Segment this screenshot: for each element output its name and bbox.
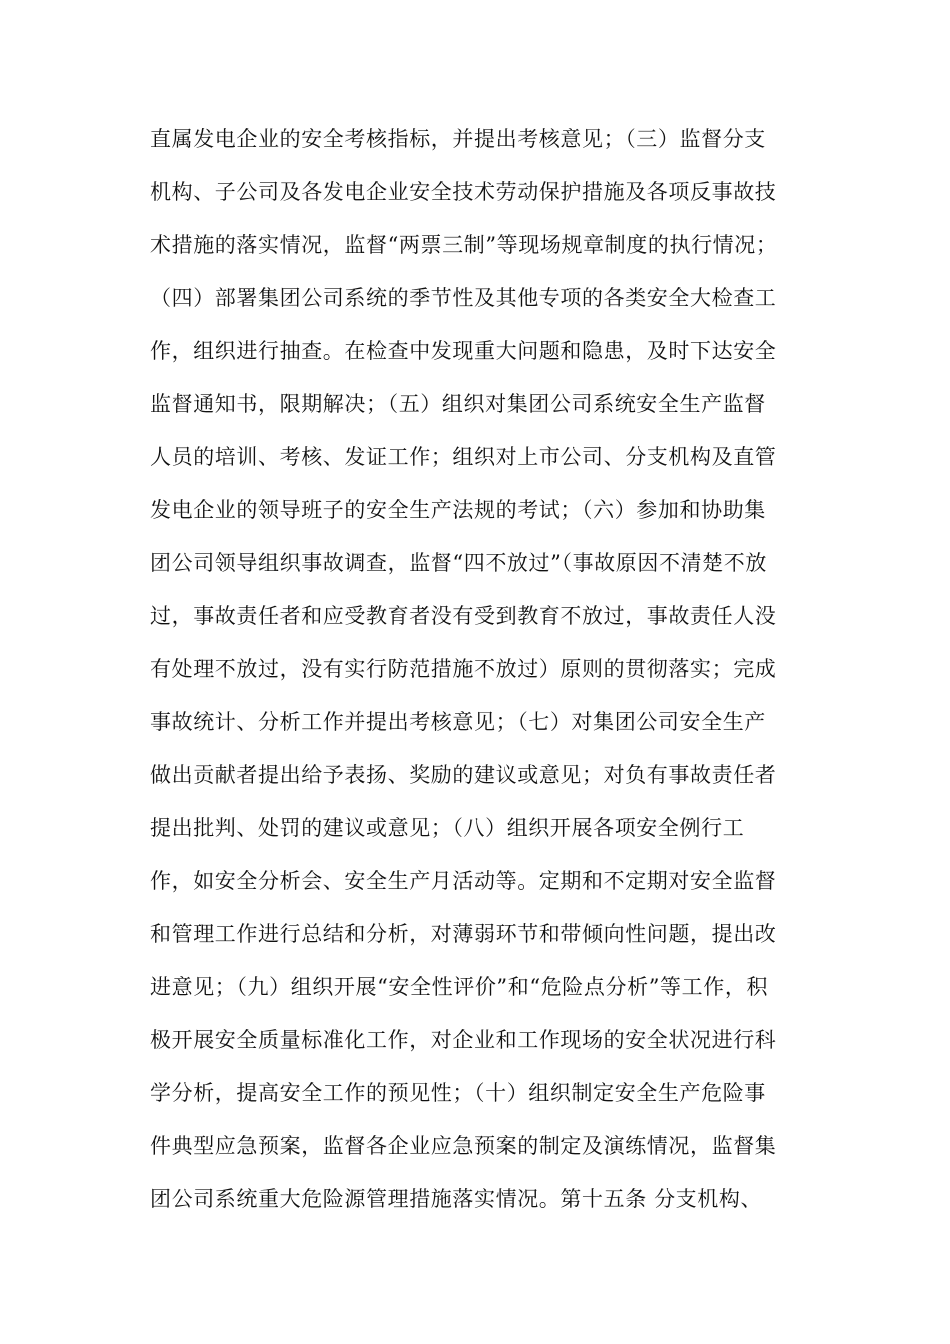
text-line: 作，组织进行抽查。在检查中发现重大问题和隐患，及时下达安全 xyxy=(150,339,777,363)
text-line: 极开展安全质量标准化工作，对企业和工作现场的安全状况进行科 xyxy=(150,1028,777,1052)
text-line: 团公司系统重大危险源管理措施落实情况。第十五条 分支机构、 xyxy=(150,1187,763,1211)
text-line: 提出批判、处罚的建议或意见；（八）组织开展各项安全例行工 xyxy=(150,816,745,840)
text-line: 和管理工作进行总结和分析，对薄弱环节和带倾向性问题，提出改 xyxy=(150,922,777,946)
text-line: 发电企业的领导班子的安全生产法规的考试；（六）参加和协助集 xyxy=(150,498,766,522)
text-line: 有处理不放过，没有实行防范措施不放过）原则的贯彻落实；完成 xyxy=(150,657,777,681)
text-line: 件典型应急预案，监督各企业应急预案的制定及演练情况，监督集 xyxy=(150,1134,777,1158)
text-line: 过，事故责任者和应受教育者没有受到教育不放过，事故责任人没 xyxy=(150,604,777,628)
text-line: 人员的培训、考核、发证工作；组织对上市公司、分支机构及直管 xyxy=(150,445,777,469)
text-line: 学分析，提高安全工作的预见性；（十）组织制定安全生产危险事 xyxy=(150,1081,766,1105)
body-text xyxy=(150,117,810,1230)
text-line: 术措施的落实情况，监督“两票三制”等现场规章制度的执行情况； xyxy=(150,233,778,257)
text-line: 团公司领导组织事故调查，监督“四不放过”（事故原因不清楚不放 xyxy=(150,551,767,575)
text-line: 直属发电企业的安全考核指标，并提出考核意见；（三）监督分支 xyxy=(150,127,766,151)
text-line: 作，如安全分析会、安全生产月活动等。定期和不定期对安全监督 xyxy=(150,869,777,893)
text-line: 机构、子公司及各发电企业安全技术劳动保护措施及各项反事故技 xyxy=(150,180,777,204)
text-line: 监督通知书，限期解决；（五）组织对集团公司系统安全生产监督 xyxy=(150,392,766,416)
text-line: 进意见；（九）组织开展“安全性评价”和“危险点分析”等工作，积 xyxy=(150,975,769,999)
text-line: 做出贡献者提出给予表扬、奖励的建议或意见；对负有事故责任者 xyxy=(150,763,777,787)
text-line: 事故统计、分析工作并提出考核意见；（七）对集团公司安全生产 xyxy=(150,710,766,734)
text-line: （四）部署集团公司系统的季节性及其他专项的各类安全大检查工 xyxy=(150,286,777,310)
